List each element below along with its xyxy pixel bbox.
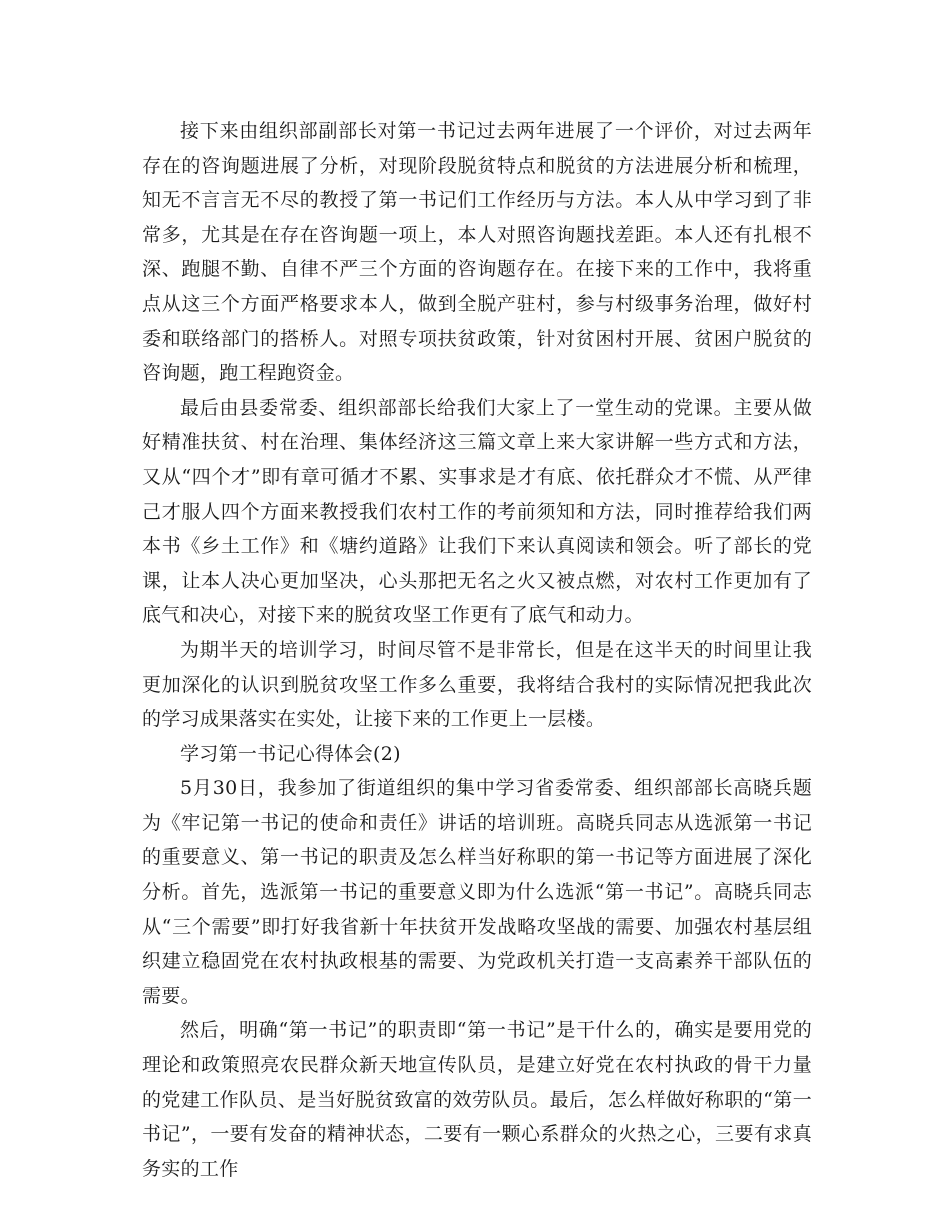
document-body	[142, 114, 812, 1186]
section-heading: 学习第一书记心得体会(2)	[180, 742, 401, 765]
paragraph-party-lesson: 最后由县委常委、组织部部长给我们大家上了一堂生动的党课。主要从做好精准扶贫、村在治理、集体经济这三篇文章上来大家讲解一些方式和方法，又从“四个才”即有章可循才不累、实事求是才有底、依托群众才不慌、从严律己才服人四个方面来教授我们农村工作的考前须知和方法，同时推荐给我们两本书《乡土工作》和《塘约道路》让我们下来认真阅读和领会。听了部长的党课，让本人决心更加坚决，心头那把无名之火又被点燃，对农村工作更加有了底气和决心，对接下来的脱贫攻坚工作更有了底气和动力。	[142, 396, 812, 627]
paragraph-evaluation: 接下来由组织部副部长对第一书记过去两年进展了一个评价，对过去两年存在的咨询题进展了分析，对现阶段脱贫特点和脱贫的方法进展分析和梳理，知无不言言无不尽的教授了第一书记们工作经历与方法。本人从中学习到了非常多，尤其是在存在咨询题一项上，本人对照咨询题找差距。本人还有扎根不深、跑腿不勤、自律不严三个方面的咨询题存在。在接下来的工作中，我将重点从这三个方面严格要求本人，做到全脱产驻村，参与村级事务治理，做好村委和联络部门的搭桥人。对照专项扶贫政策，针对贫困村开展、贫困户脱贫的咨询题，跑工程跑资金。	[142, 120, 812, 385]
paragraph-training-summary: 为期半天的培训学习，时间尽管不是非常长，但是在这半天的时间里让我更加深化的认识到脱贫攻坚工作多么重要，我将结合我村的实际情况把我此次的学习成果落实在实处，让接下来的工作更上一层楼。	[142, 638, 812, 731]
paragraph-duties: 然后，明确“第一书记”的职责即“第一书记”是干什么的，确实是要用党的理论和政策照亮农民群众新天地宣传队员，是建立好党在农村执政的骨干力量的党建工作队员、是当好脱贫致富的效劳队员。最后，怎么样做好称职的“第一书记”，一要有发奋的精神状态，二要有一颗心系群众的火热之心，三要有求真务实的工作	[142, 1019, 812, 1180]
paragraph-may-30-training: 5月30日，我参加了街道组织的集中学习省委常委、组织部部长高晓兵题为《牢记第一书记的使命和责任》讲话的培训班。高晓兵同志从选派第一书记的重要意义、第一书记的职责及怎么样当好称职的第一书记等方面进展了深化分析。首先，选派第一书记的重要意义即为什么选派“第一书记”。高晓兵同志从“三个需要”即打好我省新十年扶贫开发战略攻坚战的需要、加强农村基层组织建立稳固党在农村执政根基的需要、为党政机关打造一支高素养干部队伍的需要。	[142, 777, 812, 1007]
